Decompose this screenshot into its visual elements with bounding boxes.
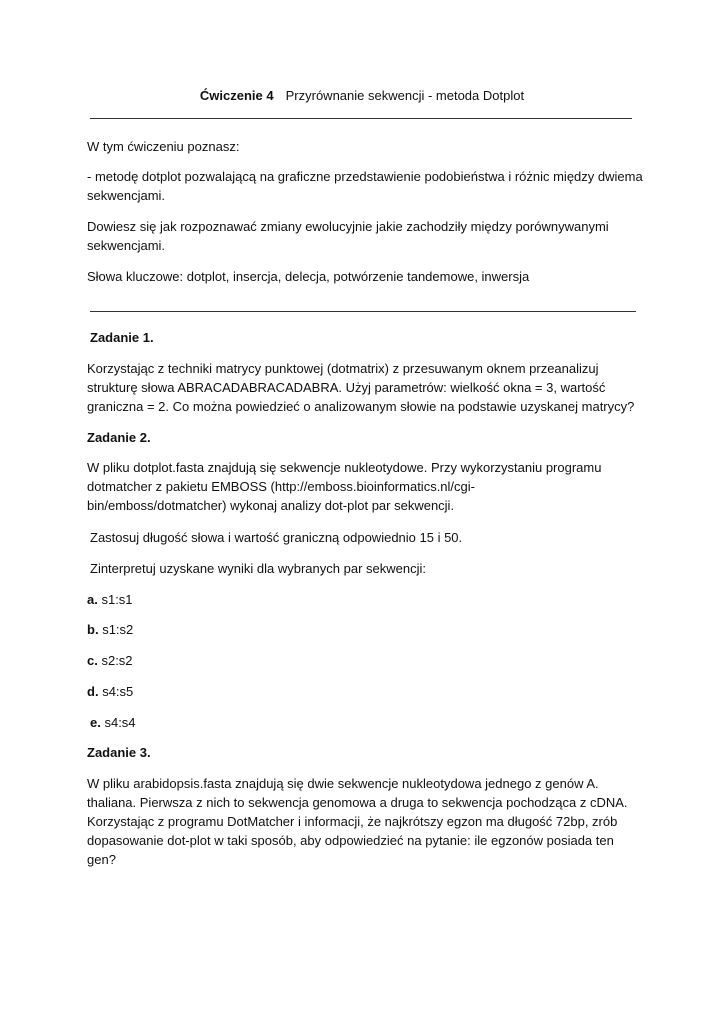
- task3-text: W pliku arabidopsis.fasta znajdują się dwie sekwencje nukleotydowa jednego z genów A. thaliana. Pierwsza z nich to sekwencja genomowa a druga to sekwencja pochodząca z cDNA. Korzystając z programu DotMatcher i informacji, że najkrótszy egzon ma długość 72bp, zrób dopasowanie dot-plot w taki sposób, aby odpowiedzieć na pytanie: ile egzonów posiada ten gen?: [87, 776, 628, 867]
- task2-params: Zastosuj długość słowa i wartość graniczną odpowiednio 15 i 50.: [90, 530, 463, 545]
- item-letter: e.: [90, 715, 101, 730]
- intro-keywords: Słowa kluczowe: dotplot, insercja, delecja, potwórzenie tandemowe, inwersja: [87, 269, 530, 284]
- item-pair: s1:s2: [102, 622, 134, 637]
- task2-interpret: Zinterpretuj uzyskane wyniki dla wybranych par sekwencji:: [90, 561, 426, 576]
- task2-item-d: [87, 682, 647, 701]
- title-topic: Przyrównanie sekwencji - metoda Dotplot: [285, 88, 525, 103]
- section-divider: [90, 311, 636, 312]
- item-pair: s1:s1: [101, 592, 133, 607]
- task2-item-c: [87, 651, 647, 670]
- title-exercise-number: Ćwiczenie 4: [199, 88, 274, 103]
- task1-heading: Zadanie 1.: [90, 330, 154, 345]
- task2-item-a: [87, 590, 647, 609]
- intro-bullet: - metodę dotplot pozwalającą na graficzne przedstawienie podobieństwa i różnic między dwiema sekwencjami.: [87, 169, 643, 203]
- item-letter: b.: [87, 622, 99, 637]
- item-letter: c.: [87, 653, 98, 668]
- item-pair: s4:s4: [104, 715, 136, 730]
- intro-evolution: Dowiesz się jak rozpoznawać zmiany ewolucyjnie jakie zachodziły między porównywanymi sekwencjami.: [87, 219, 609, 253]
- task2-text: W pliku dotplot.fasta znajdują się sekwencje nukleotydowe. Przy wykorzystaniu programu dotmatcher z pakietu EMBOSS (http://emboss.bioinformatics.nl/cgi-bin/emboss/dotmatcher) wykonaj analizy dot-plot par sekwencji.: [87, 460, 602, 513]
- item-pair: s2:s2: [101, 653, 133, 668]
- intro-line: W tym ćwiczeniu poznasz:: [87, 139, 240, 154]
- item-pair: s4:s5: [102, 684, 134, 699]
- page-title: [0, 86, 724, 105]
- task1-text: Korzystając z techniki matrycy punktowej (dotmatrix) z przesuwanym oknem przeanalizuj strukturę słowa ABRACADABRACADABRA. Użyj parametrów: wielkość okna = 3, wartość graniczna = 2. Co można powiedzieć o analizowanym słowie na podstawie uzyskanej matrycy?: [87, 361, 635, 414]
- item-letter: d.: [87, 684, 99, 699]
- task2-item-b: [87, 620, 647, 639]
- task2-item-e: [90, 713, 650, 732]
- title-divider: [90, 118, 632, 119]
- task2-heading: Zadanie 2.: [87, 430, 151, 445]
- item-letter: a.: [87, 592, 98, 607]
- task3-heading: Zadanie 3.: [87, 745, 151, 760]
